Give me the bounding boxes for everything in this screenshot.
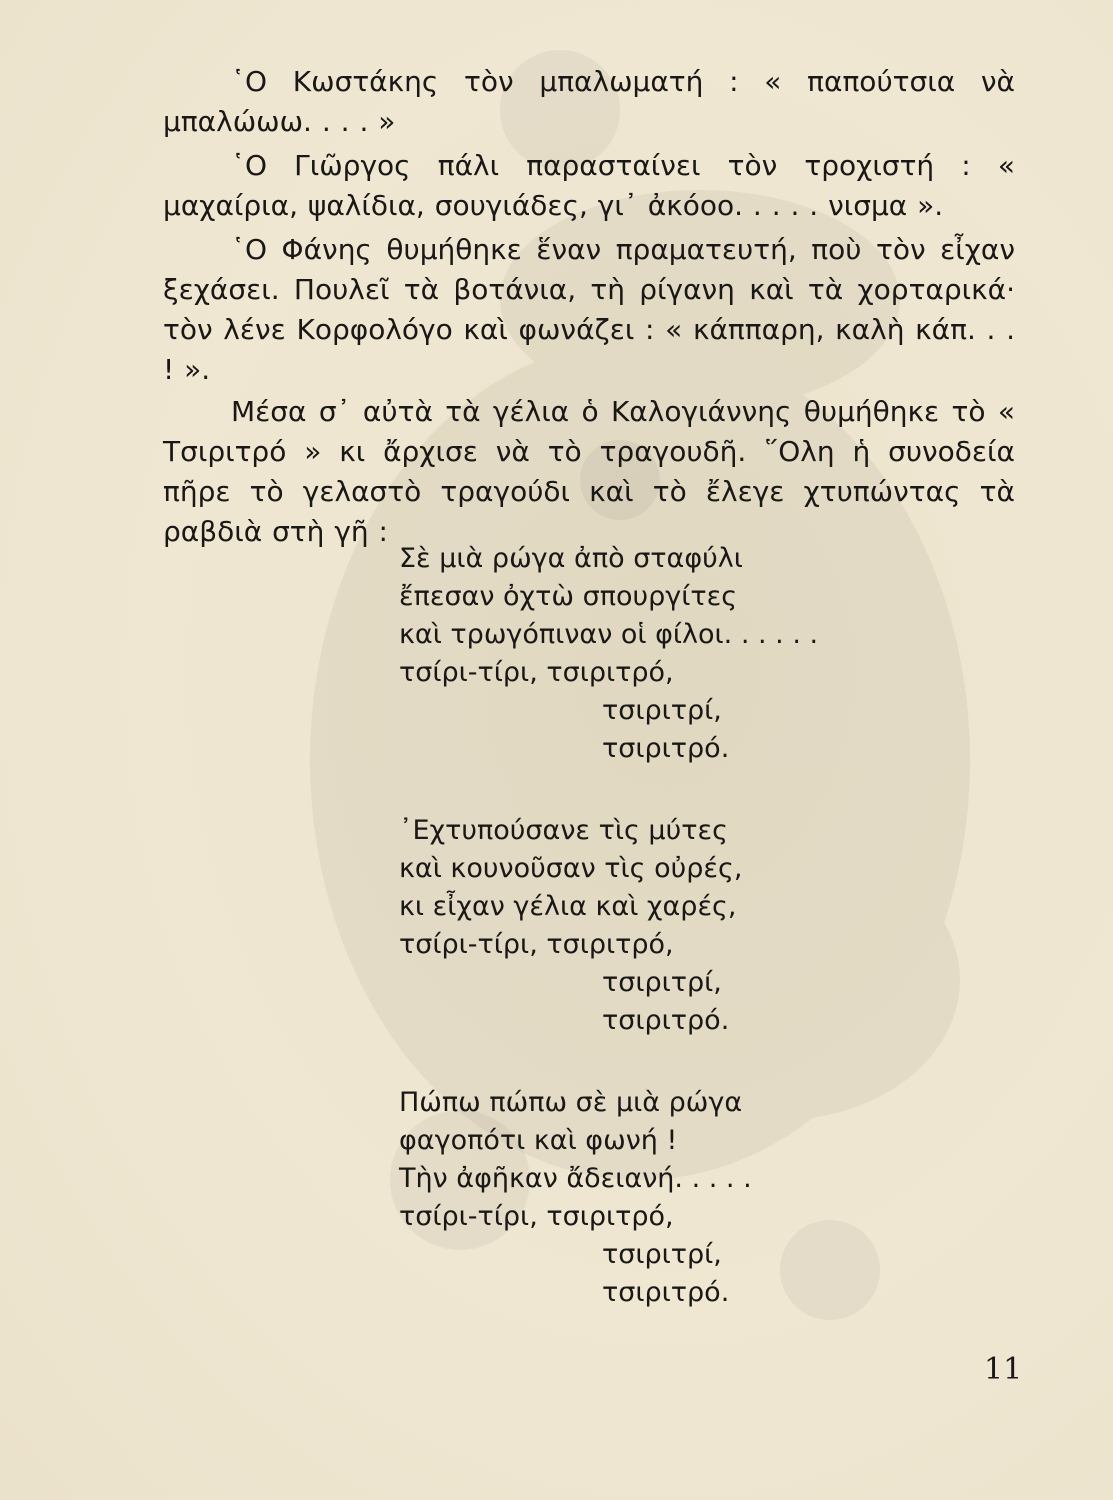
stanza-line: κι εἶχαν γέλια καὶ χαρές, [399, 891, 737, 922]
stanza-1 [399, 540, 818, 768]
paragraph-kalogiannis: Μέσα σ᾽ αὐτὰ τὰ γέλια ὁ Καλογιάννης θυμήθηκε τὸ « Τσιριτρό » κι ἄρχισε νὰ τὸ τραγουδῆ. ῞Ολη ἡ συνοδεία πῆρε τὸ γελαστὸ τραγούδι καὶ τὸ ἔλεγε χτυπώντας τὰ ραβδιὰ στὴ γῆ : [163, 395, 1015, 548]
paragraph-fanis: ῾Ο Φάνης θυμήθηκε ἕναν πραματευτή, ποὺ τὸν εἶχαν ξεχάσει. Πουλεῖ τὰ βοτάνια, τὴ ρίγανη καὶ τὰ χορταρικά· τὸν λένε Κορφολόγο καὶ φωνάζει : « κάππαρη, καλὴ κάπ. . . ! ». [163, 233, 1015, 386]
refrain-line: τσιριτρό. [602, 1005, 730, 1036]
refrain-line: τσιριτρό. [602, 1277, 730, 1308]
stanza-line: τσίρι-τίρι, τσιριτρό, [399, 929, 674, 960]
stanza-line: τσίρι-τίρι, τσιριτρό, [399, 1201, 674, 1232]
refrain-line: τσιριτρί, [602, 967, 722, 998]
stanza-line: Πώπω πώπω σὲ μιὰ ρώγα [399, 1087, 743, 1118]
paragraph-giorgos: ῾Ο Γιῶργος πάλι παρασταίνει τὸν τροχιστή : « μαχαίρια, ψαλίδια, σουγιάδες, γι᾽ ἀκόοο. . . . . νισμα ». [163, 149, 1015, 222]
stanza-line: Σὲ μιὰ ρώγα ἀπὸ σταφύλι [399, 543, 743, 574]
stanza-3 [399, 1084, 752, 1312]
stanza-line: Τὴν ἀφῆκαν ἄδειανή. . . . . [399, 1163, 752, 1194]
stanza-line: φαγοπότι καὶ φωνή ! [399, 1125, 678, 1156]
refrain-line: τσιριτρί, [602, 695, 722, 726]
stanza-2 [399, 812, 742, 1040]
refrain-line: τσιριτρό. [602, 733, 730, 764]
stanza-line: ᾽Εχτυπούσανε τὶς μύτες [399, 815, 728, 846]
prose-block [163, 62, 1015, 552]
paragraph-kostakis: ῾Ο Κωστάκης τὸν μπαλωματή : « παπούτσια νὰ μπαλώωω. . . . » [163, 65, 1015, 138]
stanza-line: καὶ κουνοῦσαν τὶς οὐρές, [399, 853, 743, 884]
refrain-line: τσιριτρί, [602, 1239, 722, 1270]
stanza-line: καὶ τρωγόπιναν οἱ φίλοι. . . . . . [399, 619, 819, 650]
stanza-line: τσίρι-τίρι, τσιριτρό, [399, 657, 674, 688]
stanza-line: ἔπεσαν ὀχτὼ σπουργίτες [399, 581, 738, 612]
page-number: 11 [984, 1352, 1023, 1387]
